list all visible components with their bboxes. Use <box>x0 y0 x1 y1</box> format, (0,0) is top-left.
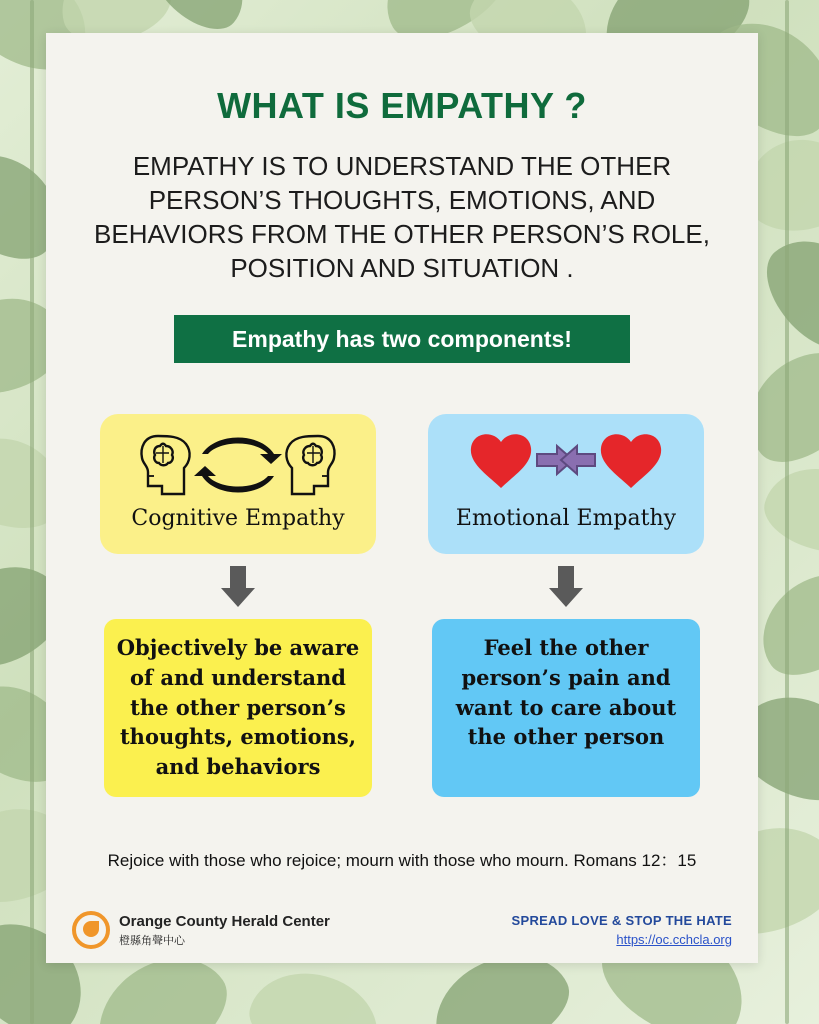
cognitive-empathy-label: Cognitive Empathy <box>131 506 345 531</box>
arrow-down-icon-cognitive <box>221 566 255 607</box>
arrow-down-icon-emotional <box>549 566 583 607</box>
column-emotional <box>428 414 704 797</box>
poster-card <box>46 33 758 963</box>
organization-logo <box>72 911 330 949</box>
org-name-zh: 橙縣角聲中心 <box>119 934 185 947</box>
components-banner: Empathy has two components! <box>174 315 630 363</box>
two-hearts-facing-arrows-icon <box>461 424 671 500</box>
components-columns <box>46 414 758 797</box>
emotional-empathy-description: Feel the other person’s pain and want to care about the other person <box>432 619 700 797</box>
scripture-verse: Rejoice with those who rejoice; mourn with those who mourn. Romans 12：15 <box>107 851 697 870</box>
footer-right <box>512 913 732 947</box>
website-link[interactable]: https://oc.cchcla.org <box>616 932 732 947</box>
org-name-en: Orange County Herald Center <box>119 912 330 930</box>
stem-decoration <box>30 0 34 1024</box>
two-heads-brains-circular-arrows-icon <box>138 424 338 500</box>
page-title: WHAT IS EMPATHY ? <box>217 85 587 126</box>
stem-decoration <box>785 0 789 1024</box>
cognitive-empathy-card <box>100 414 376 554</box>
leaf-decoration <box>241 960 389 1024</box>
column-cognitive <box>100 414 376 797</box>
herald-center-logo-icon <box>72 911 110 949</box>
emotional-empathy-card <box>428 414 704 554</box>
definition-text: EMPATHY IS TO UNDERSTAND THE OTHER PERSON’S THOUGHTS, EMOTIONS, AND BEHAVIORS FROM THE OTHER PERSON’S ROLE, POSITION AND SITUATION . <box>94 151 710 284</box>
cognitive-empathy-description: Objectively be aware of and understand the other person’s thoughts, emotions, and behaviors <box>104 619 372 797</box>
footer <box>46 895 758 965</box>
emotional-empathy-label: Emotional Empathy <box>455 506 677 531</box>
leaf-decoration <box>749 219 819 366</box>
campaign-slogan: SPREAD LOVE & STOP THE HATE <box>511 913 732 928</box>
